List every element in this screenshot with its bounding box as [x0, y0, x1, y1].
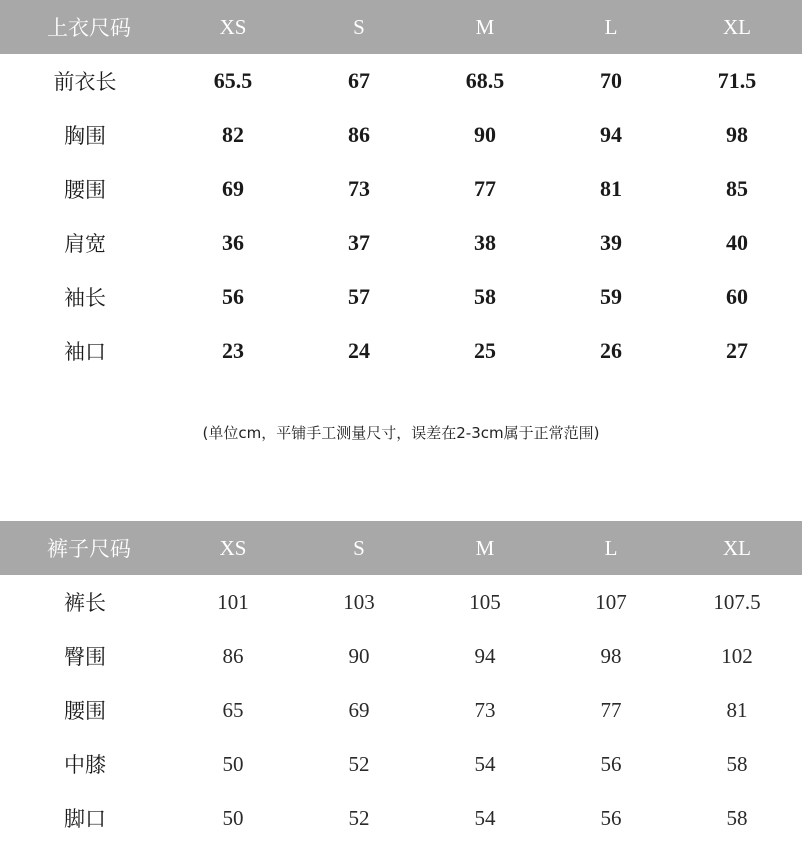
size-value-cell: 90: [348, 643, 370, 668]
header-cell: 裤子尺码: [47, 537, 131, 561]
size-value-cell: 56: [222, 284, 244, 309]
size-value-cell: 98: [600, 643, 622, 668]
header-cell: XL: [723, 14, 751, 39]
header-cell: S: [353, 14, 365, 39]
size-value-cell: 27: [726, 338, 748, 363]
table-row: [0, 54, 802, 108]
table-row: [0, 629, 802, 683]
size-value-cell: 65.5: [213, 68, 253, 93]
size-value-cell: 36: [222, 230, 244, 255]
size-value-cell: 85: [726, 176, 748, 201]
size-value-cell: 69: [222, 176, 244, 201]
row-label: 袖长: [64, 286, 106, 310]
top-table-body: [0, 54, 802, 378]
size-value-cell: 81: [600, 176, 622, 201]
size-value-cell: 54: [474, 751, 496, 776]
header-cell: M: [475, 14, 495, 39]
row-label: 裤长: [64, 591, 106, 615]
table-row: [0, 791, 802, 845]
table-row: [0, 270, 802, 324]
table-row: [0, 324, 802, 378]
size-value-cell: 54: [474, 805, 496, 830]
size-value-cell: 26: [600, 338, 622, 363]
size-value-cell: 23: [222, 338, 244, 363]
size-value-cell: 38: [474, 230, 496, 255]
size-value-cell: 39: [600, 230, 622, 255]
header-cell: L: [604, 14, 618, 39]
size-value-cell: 101: [217, 589, 249, 614]
row-label: 臀围: [64, 645, 106, 669]
size-value-cell: 69: [348, 697, 370, 722]
top-table-header: [0, 0, 802, 54]
size-value-cell: 86: [348, 122, 370, 147]
size-value-cell: 50: [222, 751, 244, 776]
size-value-cell: 98: [726, 122, 748, 147]
size-value-cell: 24: [348, 338, 370, 363]
header-cell: 上衣尺码: [47, 16, 131, 40]
size-value-cell: 86: [222, 643, 244, 668]
size-value-cell: 40: [726, 230, 748, 255]
header-cell: XL: [723, 535, 751, 560]
size-value-cell: 105: [469, 589, 501, 614]
size-value-cell: 94: [474, 643, 496, 668]
bottom-table-header: [0, 521, 802, 575]
size-value-cell: 82: [222, 122, 244, 147]
size-value-cell: 70: [600, 68, 622, 93]
header-cell: L: [604, 535, 618, 560]
row-label: 腰围: [64, 178, 106, 202]
size-value-cell: 67: [348, 68, 370, 93]
header-cell: S: [353, 535, 365, 560]
size-value-cell: 103: [343, 589, 375, 614]
table-row: [0, 108, 802, 162]
row-label: 袖口: [64, 340, 106, 364]
bottom-table-body: [0, 575, 802, 845]
size-value-cell: 77: [474, 176, 496, 201]
top-size-table: [0, 0, 802, 378]
table-row: [0, 162, 802, 216]
size-value-cell: 50: [222, 805, 244, 830]
row-label: 腰围: [64, 699, 106, 723]
size-value-cell: 73: [348, 176, 370, 201]
size-value-cell: 73: [474, 697, 496, 722]
row-label: 脚口: [64, 807, 106, 831]
size-value-cell: 58: [726, 805, 748, 830]
table-row: [0, 216, 802, 270]
size-value-cell: 25: [474, 338, 496, 363]
table-row: [0, 683, 802, 737]
row-label: 胸围: [64, 124, 106, 148]
size-value-cell: 57: [348, 284, 370, 309]
row-label: 前衣长: [53, 70, 117, 94]
size-value-cell: 77: [600, 697, 622, 722]
size-value-cell: 71.5: [717, 68, 757, 93]
size-value-cell: 56: [600, 751, 622, 776]
size-value-cell: 94: [600, 122, 622, 147]
size-value-cell: 59: [600, 284, 622, 309]
size-value-cell: 107.5: [713, 589, 761, 614]
size-value-cell: 37: [348, 230, 370, 255]
size-value-cell: 107: [595, 589, 627, 614]
size-value-cell: 102: [721, 643, 753, 668]
size-value-cell: 52: [348, 751, 370, 776]
size-value-cell: 81: [726, 697, 748, 722]
bottom-size-table: [0, 521, 802, 845]
table-row: [0, 737, 802, 791]
size-value-cell: 58: [726, 751, 748, 776]
size-value-cell: 65: [222, 697, 244, 722]
size-value-cell: 60: [726, 284, 748, 309]
size-value-cell: 68.5: [465, 68, 505, 93]
measurement-note: (单位cm，平铺手工测量尺寸，误差在2-3cm属于正常范围): [202, 424, 600, 442]
size-value-cell: 58: [474, 284, 496, 309]
table-row: [0, 575, 802, 629]
row-label: 中膝: [64, 753, 106, 777]
size-value-cell: 52: [348, 805, 370, 830]
header-cell: XS: [219, 14, 247, 39]
size-value-cell: 56: [600, 805, 622, 830]
row-label: 肩宽: [64, 232, 106, 256]
header-cell: XS: [219, 535, 247, 560]
header-cell: M: [475, 535, 495, 560]
size-value-cell: 90: [474, 122, 496, 147]
